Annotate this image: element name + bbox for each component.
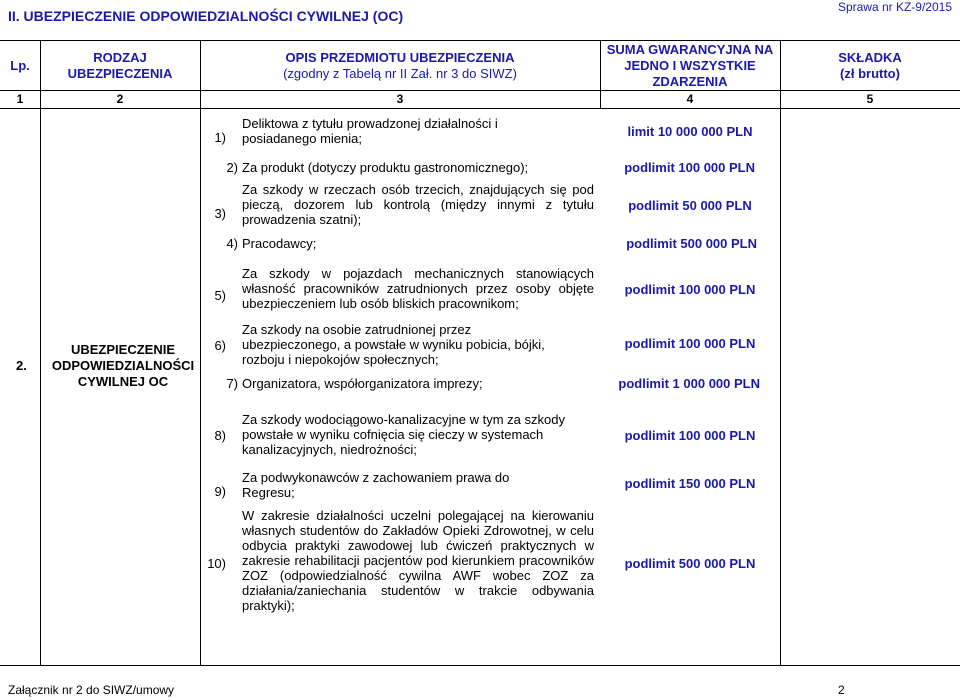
row-insurance-type bbox=[48, 342, 198, 390]
row-insurance-type-line2: ODPOWIEDZIALNOŚCI bbox=[51, 358, 195, 373]
section-title: II. UBEZPIECZENIE ODPOWIEDZIALNOŚCI CYWILNEJ (OC) bbox=[8, 8, 404, 24]
column-header-suma-line2: JEDNO I WSZYSTKIE bbox=[624, 58, 756, 73]
column-header-suma-line1: SUMA GWARANCYJNA NA bbox=[606, 42, 774, 57]
item-number: 6) bbox=[214, 338, 226, 353]
column-number-5: 5 bbox=[866, 92, 874, 106]
item-limit: podlimit 500 000 PLN bbox=[624, 556, 756, 571]
column-header-opis-line1: OPIS PRZEDMIOTU UBEZPIECZENIA bbox=[285, 50, 515, 65]
column-number-2: 2 bbox=[116, 92, 124, 106]
item-limit: podlimit 150 000 PLN bbox=[624, 476, 756, 491]
item-description: Za szkody w rzeczach osób trzecich, znajdujących się pod pieczą, dozorem lub kontrolą (między innymi z tytułu prowadzenia szatni); bbox=[242, 182, 594, 227]
row-lp: 2. bbox=[16, 358, 27, 373]
item-limit: limit 10 000 000 PLN bbox=[627, 124, 753, 139]
item-number: 1) bbox=[214, 130, 226, 145]
numbers-bottom-border bbox=[0, 108, 960, 109]
item-description: Za podwykonawców z zachowaniem prawa do Regresu; bbox=[242, 470, 510, 500]
item-number: 9) bbox=[214, 484, 226, 499]
column-header-rodzaj-line1: RODZAJ bbox=[93, 50, 147, 65]
item-description: Deliktowa z tytułu prowadzonej działalności i posiadanego mienia; bbox=[242, 116, 498, 146]
item-number: 4) bbox=[226, 236, 238, 251]
item-limit: podlimit 500 000 PLN bbox=[626, 236, 757, 251]
col-divider-1 bbox=[40, 40, 41, 665]
column-number-3: 3 bbox=[396, 92, 404, 106]
column-number-4: 4 bbox=[686, 92, 694, 106]
item-number: 8) bbox=[214, 428, 226, 443]
column-header-skladka-line2: (zł brutto) bbox=[840, 66, 900, 81]
column-header-lp: Lp. bbox=[10, 58, 30, 73]
item-limit: podlimit 1 000 000 PLN bbox=[618, 376, 760, 391]
item-description: Organizatora, współorganizatora imprezy; bbox=[242, 376, 483, 391]
col-divider-4 bbox=[780, 40, 781, 665]
item-number: 3) bbox=[214, 206, 226, 221]
item-description: W zakresie działalności uczelni polegającej na kierowaniu własnych studentów do Zakładów Opieki Zdrowotnej, w celu odbycia praktyki zawodowej lub ćwiczeń praktycznych w zakresie rehabilitacji pacjentów pod kierunkiem pracowników ZOZ (odpowiedzialność cywilna AWF wobec ZOZ za działania/zaniechania studentów w trakcie odbywania praktyki); bbox=[242, 508, 594, 613]
column-header-rodzaj-line2: UBEZPIECZENIA bbox=[67, 66, 173, 81]
item-limit: podlimit 100 000 PLN bbox=[624, 282, 756, 297]
item-number: 7) bbox=[226, 376, 238, 391]
row-insurance-type-line3: CYWILNEJ OC bbox=[77, 374, 169, 389]
column-header-rodzaj bbox=[40, 50, 200, 82]
table-bottom-border bbox=[0, 665, 960, 666]
item-limit: podlimit 100 000 PLN bbox=[624, 428, 756, 443]
item-description: Za szkody na osobie zatrudnionej przez ubezpieczonego, a powstałe w wyniku pobicia, bójki, rozboju i niepokojów społecznych; bbox=[242, 322, 545, 367]
footer-attachment-label: Załącznik nr 2 do SIWZ/umowy bbox=[8, 683, 175, 697]
item-number: 5) bbox=[214, 288, 226, 303]
header-bottom-border bbox=[0, 90, 960, 91]
item-description: Za produkt (dotyczy produktu gastronomicznego); bbox=[242, 160, 529, 175]
table-top-border bbox=[0, 40, 960, 41]
column-header-skladka bbox=[780, 50, 960, 82]
page-number: 2 bbox=[838, 683, 845, 697]
item-number: 2) bbox=[226, 160, 238, 175]
column-header-skladka-line1: SKŁADKA bbox=[838, 50, 902, 65]
column-header-opis bbox=[200, 50, 600, 82]
item-description: Za szkody wodociągowo-kanalizacyjne w tym za szkody powstałe w wyniku cofnięcia się cieczy w systemach kanalizacyjnych, niedrożności; bbox=[242, 412, 565, 457]
item-limit: podlimit 100 000 PLN bbox=[624, 160, 755, 175]
row-insurance-type-line1: UBEZPIECZENIE bbox=[70, 342, 175, 357]
column-header-opis-line2: (zgodny z Tabelą nr II Zał. nr 3 do SIWZ) bbox=[283, 66, 517, 81]
item-number: 10) bbox=[207, 556, 226, 571]
column-header-suma bbox=[600, 42, 780, 90]
item-description: Za szkody w pojazdach mechanicznych stanowiących własność pracowników zatrudnionych przez osoby objęte ubezpieczeniem lub osób bliskich pracownikom; bbox=[242, 266, 594, 311]
item-limit: podlimit 50 000 PLN bbox=[628, 198, 752, 213]
item-description: Pracodawcy; bbox=[242, 236, 317, 251]
case-reference: Sprawa nr KZ-9/2015 bbox=[837, 0, 952, 14]
item-limit: podlimit 100 000 PLN bbox=[624, 336, 756, 351]
column-number-1: 1 bbox=[16, 92, 24, 106]
column-header-suma-line3: ZDARZENIA bbox=[652, 74, 728, 89]
